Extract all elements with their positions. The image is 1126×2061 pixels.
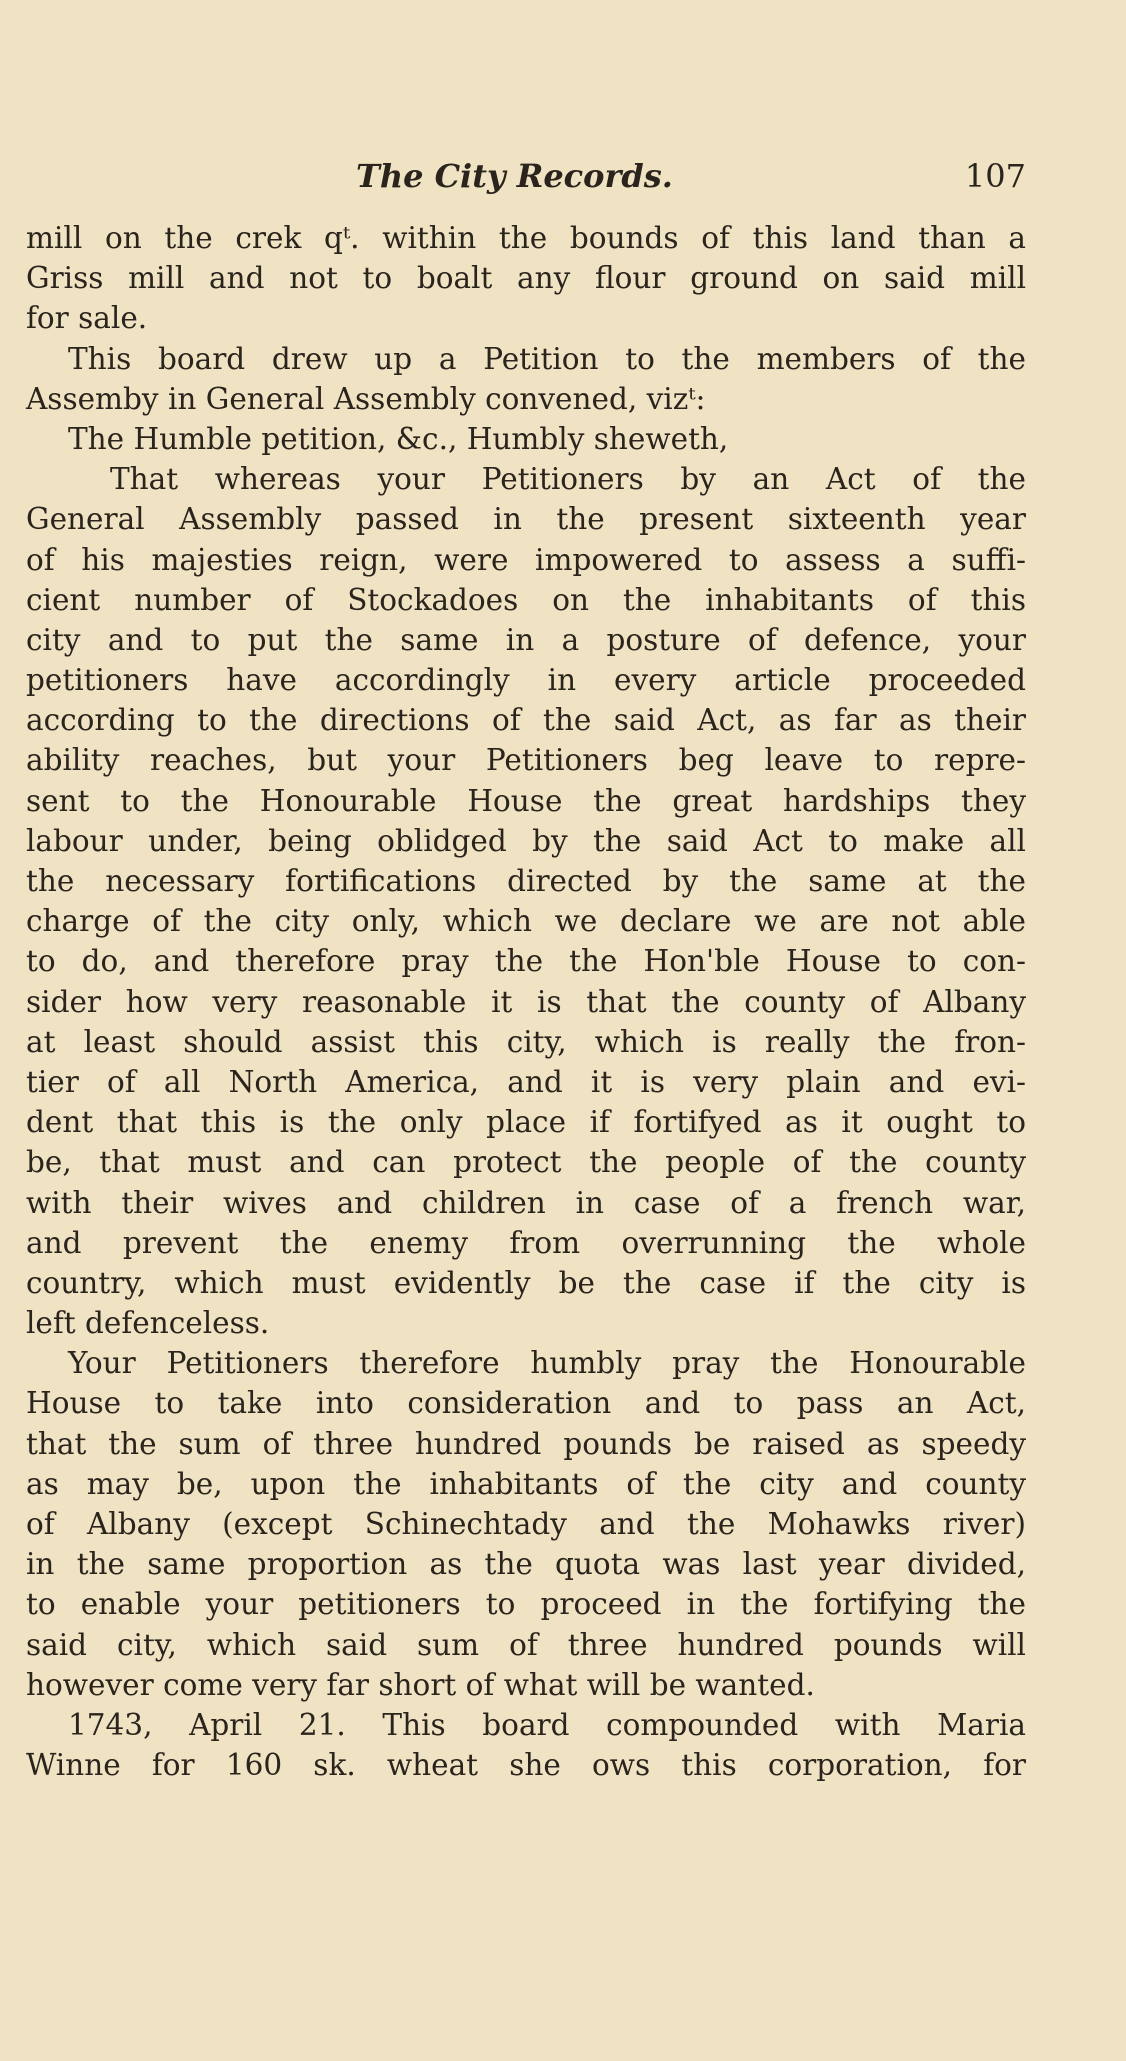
text-line: that the sum of three hundred pounds be raised as speedy (26, 1426, 1026, 1461)
text-line: sent to the Honourable House the great hardships they (26, 783, 1026, 818)
text-line: and prevent the enemy from overrunning the whole (26, 1225, 1026, 1260)
text-line: Winne for 160 sk. wheat she ows this corporation, for (26, 1748, 1026, 1783)
text-line: charge of the city only, which we declare we are not able (26, 904, 1026, 939)
text-line: Assemby in General Assembly convened, vizᵗ: (26, 381, 706, 416)
text-line: ability reaches, but your Petitioners beg leave to repre- (26, 743, 1026, 778)
text-line: as may be, upon the inhabitants of the city and county (26, 1466, 1026, 1501)
text-line: in the same proportion as the quota was last year divided, (26, 1547, 1026, 1582)
text-line: General Assembly passed in the present sixteenth year (26, 502, 1026, 537)
text-line: according to the directions of the said Act, as far as their (26, 703, 1026, 738)
text-line: cient number of Stockadoes on the inhabitants of this (26, 582, 1026, 617)
text-line: at least should assist this city, which is really the fron- (26, 1024, 1026, 1059)
running-head (26, 152, 1026, 200)
text-line: This board drew up a Petition to the members of the (68, 341, 1026, 376)
body-text (26, 218, 1026, 1785)
text-line: petitioners have accordingly in every article proceeded (26, 663, 1026, 698)
text-line: dent that this is the only place if fortifyed as it ought to (26, 1105, 1026, 1140)
text-line: for sale. (26, 301, 148, 336)
text-line: of Albany (except Schinechtady and the Mohawks river) (26, 1507, 1026, 1541)
text-line: labour under, being oblidged by the said Act to make all (26, 823, 1026, 858)
page-number: 107 (964, 157, 1026, 195)
text-line: with their wives and children in case of a french war, (26, 1185, 1026, 1220)
running-title: The City Records. (356, 157, 673, 195)
text-line: of his majesties reign, were impowered to assess a suffi- (26, 542, 1026, 577)
text-line: city and to put the same in a posture of defence, your (26, 622, 1026, 657)
text-line: Your Petitioners therefore humbly pray the Honourable (68, 1346, 1026, 1381)
text-line: sider how very reasonable it is that the county of Albany (26, 984, 1026, 1019)
text-line: mill on the crek qᵗ. within the bounds of this land than a (26, 221, 1026, 255)
text-line: left defenceless. (26, 1306, 270, 1341)
text-line: the necessary fortifications directed by the same at the (26, 864, 1026, 898)
text-line: Griss mill and not to boalt any flour ground on said mill (26, 261, 1026, 296)
text-line: That whereas your Petitioners by an Act of the (110, 462, 1026, 497)
text-line: The Humble petition, &c., Humbly sheweth, (68, 421, 729, 456)
text-line: country, which must evidently be the case if the city is (26, 1265, 1026, 1300)
text-line: tier of all North America, and it is very plain and evi- (26, 1064, 1026, 1099)
text-line: to do, and therefore pray the the Hon'ble House to con- (26, 944, 1026, 979)
text-line: however come very far short of what will be wanted. (26, 1667, 815, 1702)
text-line: 1743, April 21. This board compounded with Maria (68, 1707, 1026, 1742)
text-line: to enable your petitioners to proceed in the fortifying the (26, 1587, 1026, 1622)
text-line: be, that must and can protect the people of the county (26, 1145, 1026, 1180)
text-line: House to take into consideration and to pass an Act, (26, 1386, 1026, 1421)
text-line: said city, which said sum of three hundred pounds will (26, 1627, 1026, 1662)
